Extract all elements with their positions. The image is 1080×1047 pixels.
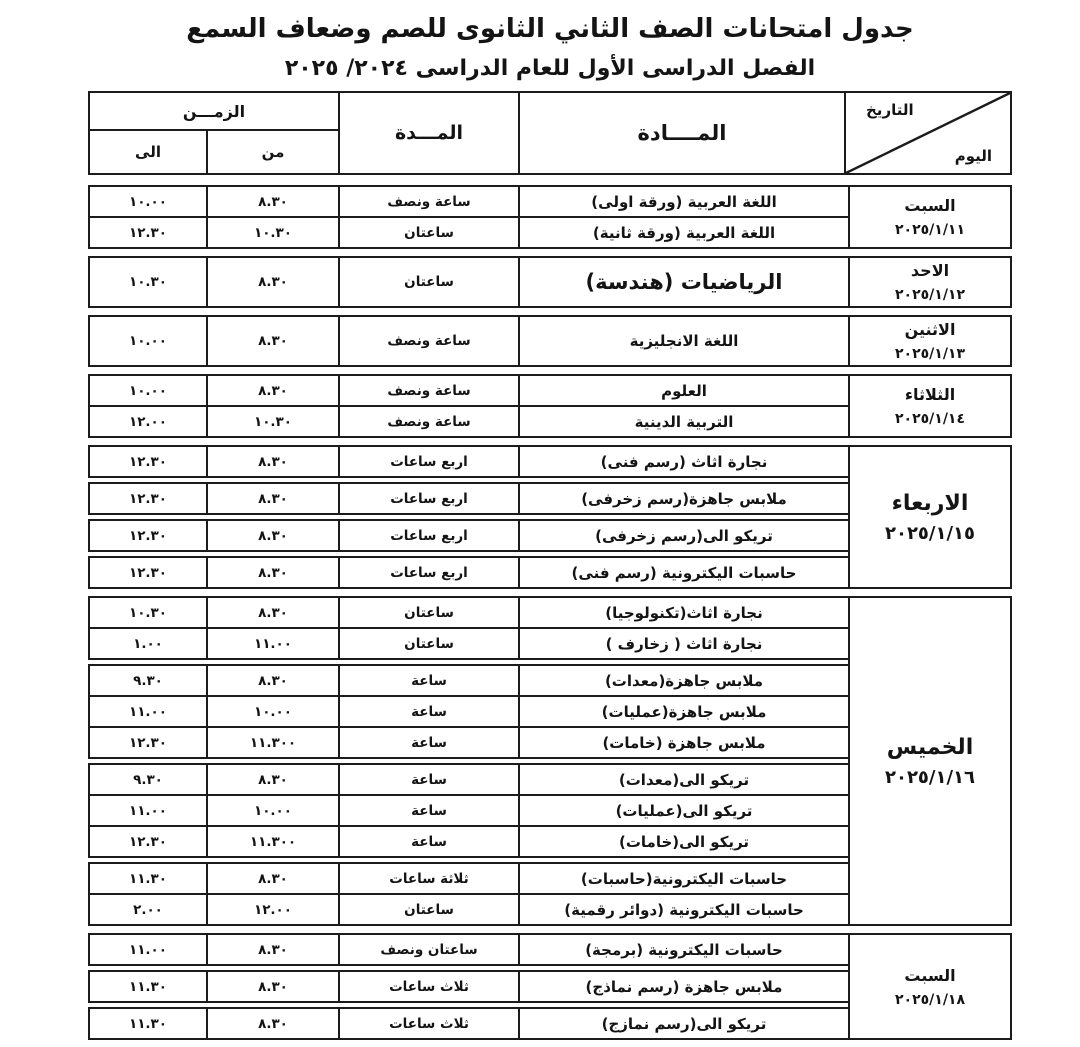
duration-cell: ثلاث ساعات [340,1009,520,1038]
day-name: الثلاثاء [904,385,956,404]
exam-row [90,521,848,550]
time-from-cell: ٨.٣٠ [208,317,340,365]
subject-cell: حاسبات اليكترونية (برمجة) [585,940,783,959]
day-group [88,933,1012,1040]
exam-row [90,695,848,726]
exam-row [90,216,848,247]
time-to-cell: ١٢.٣٠ [90,218,208,247]
subject-cell: تريكو الى(رسم زخرفى) [595,526,773,545]
day-group [88,374,1012,438]
time-from-cell: ٨.٣٠ [208,521,340,550]
header-to-label: الى [90,131,208,173]
exam-row [90,187,848,216]
day-date-cell [848,374,1012,438]
exam-subgroup [88,763,848,858]
duration-cell: ساعتان [340,629,520,658]
time-from-cell: ١٠.٣٠ [208,218,340,247]
time-to-cell: ١٠.٣٠ [90,258,208,306]
exam-row [90,627,848,658]
exam-rows-area [88,315,848,367]
duration-cell: ساعة ونصف [340,187,520,216]
time-to-cell: ١.٠٠ [90,629,208,658]
exam-rows-area [88,933,848,1040]
time-from-cell: ٨.٣٠ [208,598,340,627]
subject-cell: التربية الدينية [634,412,734,431]
duration-cell: اربع ساعات [340,447,520,476]
time-from-cell: ١١.٣٠٠ [208,728,340,757]
header-time-subrow [90,131,338,173]
subject-cell: حاسبات اليكترونية(حاسبات) [580,869,788,888]
duration-cell: ساعة [340,765,520,794]
day-date: ٢٠٢٥/١/١٥ [884,522,976,544]
day-groups [88,185,1012,1040]
exam-subgroup [88,556,848,589]
day-name: السبت [904,196,956,215]
time-from-cell: ٨.٣٠ [208,447,340,476]
time-to-cell: ١٢.٠٠ [90,407,208,436]
subject-cell: العلوم [661,381,707,400]
exam-row [90,794,848,825]
subject-cell: نجارة اثاث (رسم فنى) [600,452,768,471]
exam-row [90,405,848,436]
duration-cell: ساعتان [340,598,520,627]
subject-cell: ملابس جاهزة(عمليات) [601,702,767,721]
exam-subgroup [88,185,848,249]
exam-row [90,317,848,365]
time-from-cell: ١١.٠٠ [208,629,340,658]
time-to-cell: ١٠.٠٠ [90,187,208,216]
time-to-cell: ١١.٠٠ [90,935,208,964]
time-from-cell: ١١.٣٠٠ [208,827,340,856]
duration-cell: ساعتان [340,895,520,924]
time-from-cell: ٨.٣٠ [208,972,340,1001]
subject-cell: ملابس جاهزة(معدات) [604,671,764,690]
exam-row [90,598,848,627]
time-from-cell: ٨.٣٠ [208,864,340,893]
exam-row [90,864,848,893]
day-date: ٢٠٢٥/١/١٢ [894,287,966,303]
subject-cell: حاسبات اليكترونية (رسم فنى) [571,563,797,582]
day-date-cell [848,445,1012,589]
time-to-cell: ٩.٣٠ [90,666,208,695]
duration-cell: ساعة [340,666,520,695]
day-date-cell [848,256,1012,308]
header-day-label: اليوم [954,147,992,165]
subject-cell: حاسبات اليكترونية (دوائر رقمية) [564,900,804,919]
duration-cell: اربع ساعات [340,521,520,550]
time-to-cell: ١١.٠٠ [90,796,208,825]
day-date: ٢٠٢٥/١/١٤ [894,411,966,427]
exam-subgroup [88,933,848,966]
subject-cell: اللغة العربية (ورقة اولى) [591,192,777,211]
header-duration-label: المـــدة [340,93,520,173]
day-group [88,256,1012,308]
subject-cell: اللغة الانجليزية [629,332,739,350]
subject-cell: تريكو الى(خامات) [618,832,750,851]
time-from-cell: ٨.٣٠ [208,187,340,216]
exam-row [90,558,848,587]
exam-row [90,972,848,1001]
exam-rows-area [88,256,848,308]
duration-cell: ساعتان [340,258,520,306]
duration-cell: ساعة [340,697,520,726]
duration-cell: اربع ساعات [340,484,520,513]
day-group [88,185,1012,249]
subject-cell: اللغة العربية (ورقة ثانية) [592,223,776,242]
document-title: جدول امتحانات الصف الثاني الثانوى للصم وضعاف السمع [186,14,914,44]
day-group [88,445,1012,589]
exam-row [90,666,848,695]
duration-cell: ساعة [340,796,520,825]
time-to-cell: ١١.٣٠ [90,1009,208,1038]
day-date: ٢٠٢٥/١/١٣ [894,346,966,362]
time-from-cell: ١٠.٠٠ [208,697,340,726]
time-to-cell: ١٠.٠٠ [90,376,208,405]
duration-cell: ساعة ونصف [340,376,520,405]
duration-cell: ساعة [340,827,520,856]
exam-schedule-table [88,91,1012,1040]
header-subject-label: المــــادة [520,93,846,173]
subject-cell: تريكو الى(معدات) [618,770,750,789]
header-time-cell [90,93,340,173]
header-date-label: التاريخ [866,101,914,119]
document-title-block [88,14,1012,81]
exam-subgroup [88,256,848,308]
exam-subgroup [88,596,848,660]
subject-cell: ملابس جاهزة (خامات) [602,733,766,752]
time-to-cell: ١٢.٣٠ [90,558,208,587]
time-to-cell: ١١.٣٠ [90,864,208,893]
duration-cell: ثلاثة ساعات [340,864,520,893]
day-date-cell [848,315,1012,367]
time-from-cell: ١٠.٠٠ [208,796,340,825]
time-to-cell: ١٠.٣٠ [90,598,208,627]
time-to-cell: ٢.٠٠ [90,895,208,924]
day-name: الاحد [910,261,950,280]
header-from-label: من [261,143,285,161]
time-from-cell: ٨.٣٠ [208,558,340,587]
document-subtitle: الفصل الدراسى الأول للعام الدراسى ٢٠٢٤/ ٢٠٢٥ [284,56,816,81]
exam-subgroup [88,664,848,759]
exam-rows-area [88,185,848,249]
subject-cell: نجارة اثاث(تكنولوجيا) [605,603,763,622]
subject-cell: ملابس جاهزة(رسم زخرفى) [581,489,787,508]
day-name: السبت [904,965,956,985]
day-date: ٢٠٢٥/١/١٦ [884,766,976,788]
day-name: الاربعاء [891,490,969,516]
subject-cell: تريكو الى(رسم نمازج) [601,1014,767,1033]
subject-cell: تريكو الى(عمليات) [615,801,753,820]
exam-row [90,825,848,856]
day-date: ٢٠٢٥/١/١١ [894,222,966,238]
time-to-cell: ١١.٠٠ [90,697,208,726]
duration-cell: ساعة [340,728,520,757]
time-from-cell: ٨.٣٠ [208,765,340,794]
duration-cell: ثلاث ساعات [340,972,520,1001]
time-to-cell: ١٢.٣٠ [90,484,208,513]
exam-rows-area [88,596,848,926]
exam-row [90,893,848,924]
time-from-cell: ١٠.٣٠ [208,407,340,436]
duration-cell: ساعة ونصف [340,317,520,365]
exam-rows-area [88,445,848,589]
duration-cell: ساعة ونصف [340,407,520,436]
exam-row [90,726,848,757]
time-to-cell: ١٢.٣٠ [90,521,208,550]
day-date-cell [848,596,1012,926]
exam-row [90,935,848,964]
exam-subgroup [88,374,848,438]
subject-cell: ملابس جاهزة (رسم نماذج) [585,977,783,996]
exam-subgroup [88,1007,848,1040]
exam-subgroup [88,862,848,926]
time-to-cell: ١٢.٣٠ [90,827,208,856]
time-from-cell: ٨.٣٠ [208,484,340,513]
header-date-day-cell [846,93,1010,173]
exam-row [90,484,848,513]
exam-row [90,258,848,306]
exam-subgroup [88,519,848,552]
time-to-cell: ١٢.٣٠ [90,728,208,757]
duration-cell: ساعتان [340,218,520,247]
time-from-cell: ٨.٣٠ [208,666,340,695]
duration-cell: اربع ساعات [340,558,520,587]
exam-subgroup [88,970,848,1003]
exam-row [90,447,848,476]
duration-cell: ساعتان ونصف [340,935,520,964]
exam-subgroup [88,315,848,367]
table-header-row [88,91,1012,175]
time-to-cell: ١١.٣٠ [90,972,208,1001]
time-from-cell: ٨.٣٠ [208,258,340,306]
day-group [88,315,1012,367]
subject-cell: نجارة اثاث ( زخارف ) [605,634,763,653]
exam-subgroup [88,445,848,478]
exam-row [90,1009,848,1038]
exam-row [90,376,848,405]
day-date: ٢٠٢٥/١/١٨ [894,991,966,1008]
time-from-cell: ٨.٣٠ [208,935,340,964]
day-date-cell [848,933,1012,1040]
exam-rows-area [88,374,848,438]
exam-row [90,765,848,794]
time-from-cell: ٨.٣٠ [208,376,340,405]
day-group [88,596,1012,926]
subject-cell: الرياضيات (هندسة) [585,270,783,294]
day-name: الاثنين [904,320,956,339]
time-to-cell: ٩.٣٠ [90,765,208,794]
time-to-cell: ١٢.٣٠ [90,447,208,476]
day-name: الخميس [886,734,974,760]
header-time-label: الزمـــن [90,93,338,131]
time-from-cell: ١٢.٠٠ [208,895,340,924]
day-date-cell [848,185,1012,249]
time-from-cell: ٨.٣٠ [208,1009,340,1038]
exam-subgroup [88,482,848,515]
time-to-cell: ١٠.٠٠ [90,317,208,365]
